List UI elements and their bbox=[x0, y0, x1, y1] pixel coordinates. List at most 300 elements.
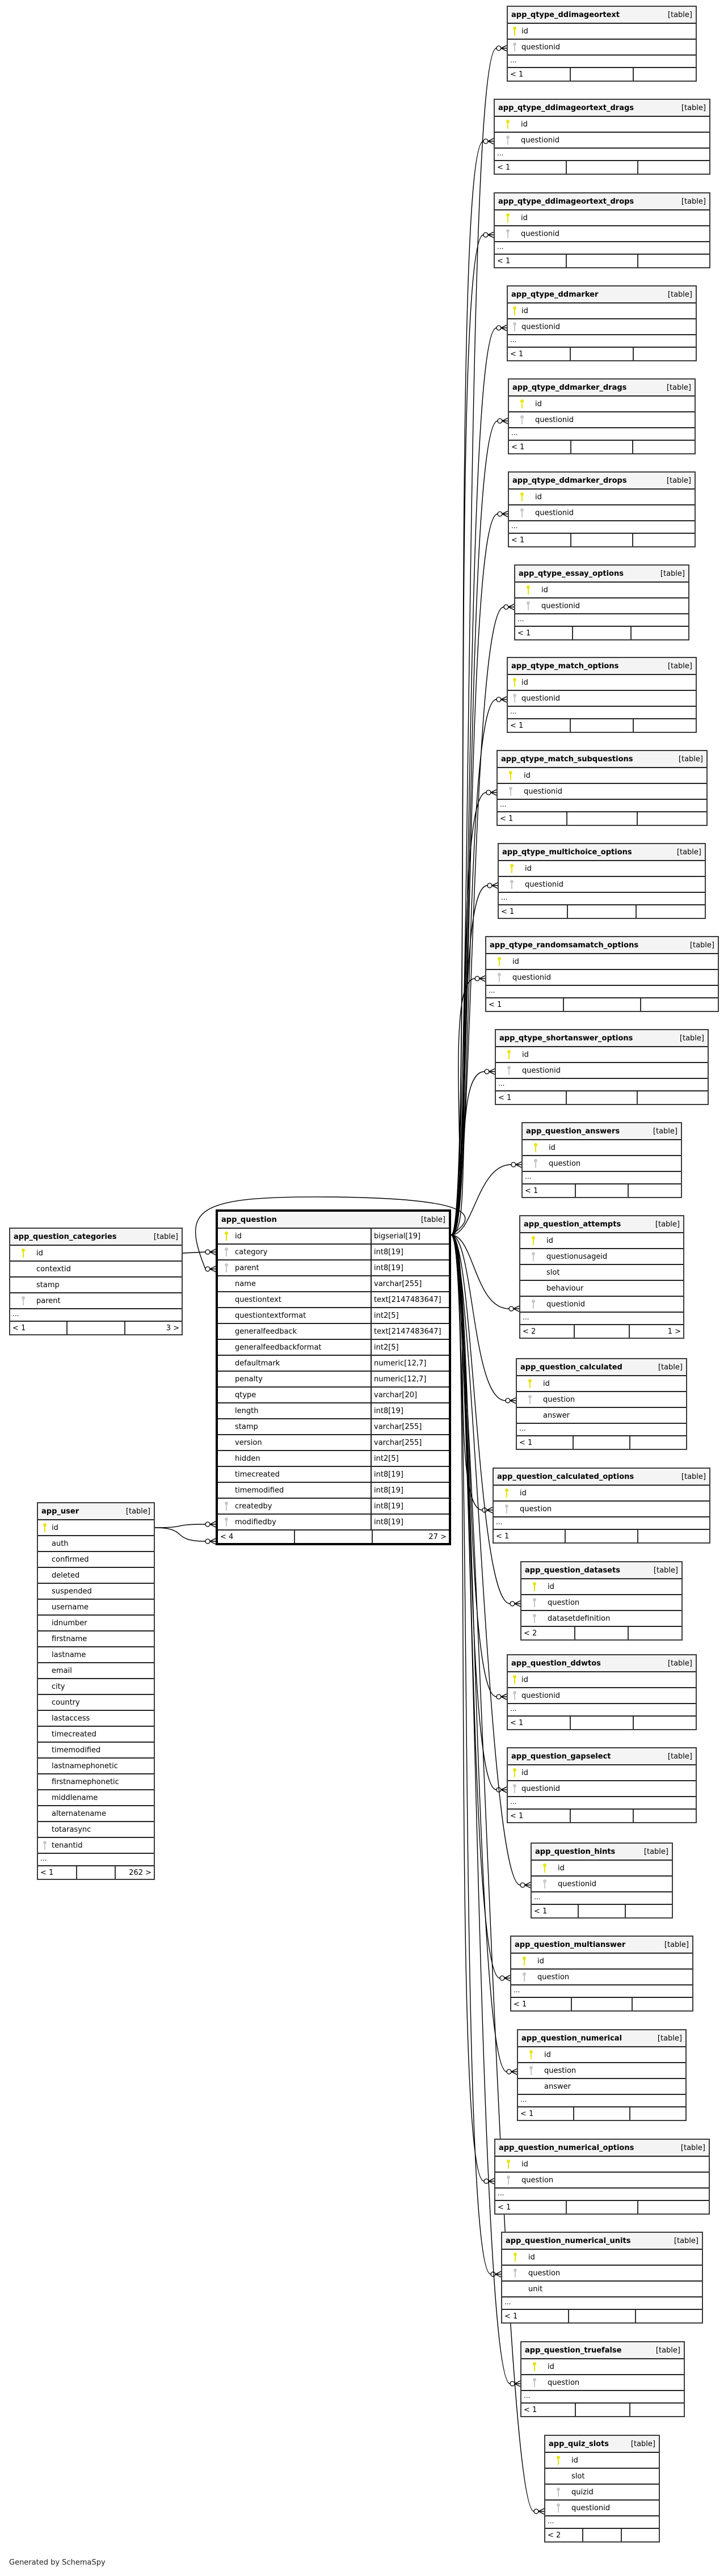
column-row[interactable] bbox=[218, 1229, 449, 1245]
parents-count[interactable]: < 1 bbox=[40, 1868, 54, 1877]
column-row[interactable] bbox=[495, 210, 709, 226]
table-app-qtype-ddimageortext-drags[interactable] bbox=[494, 99, 710, 175]
column-row[interactable] bbox=[508, 40, 696, 56]
table-header[interactable] bbox=[218, 1212, 449, 1229]
parents-count[interactable]: < 1 bbox=[510, 70, 524, 79]
table-app-question-calculated[interactable] bbox=[516, 1358, 687, 1450]
table-header[interactable] bbox=[521, 1562, 681, 1579]
column-row[interactable] bbox=[38, 1663, 154, 1679]
table-app-question-numerical-units[interactable] bbox=[501, 2232, 703, 2324]
parents-count[interactable]: < 1 bbox=[514, 2000, 527, 2009]
table-name[interactable]: app_qtype_ddimageortext_drags bbox=[498, 103, 634, 112]
parents-count[interactable]: < 4 bbox=[220, 1532, 234, 1541]
column-row[interactable] bbox=[10, 1293, 182, 1309]
parents-count[interactable]: < 1 bbox=[534, 1907, 548, 1916]
parents-count[interactable]: < 1 bbox=[511, 442, 525, 452]
column-row[interactable] bbox=[496, 1047, 708, 1063]
more-columns-indicator[interactable]: ... bbox=[508, 707, 696, 719]
children-count[interactable] bbox=[621, 2529, 659, 2541]
table-type-label: [table] bbox=[667, 10, 692, 19]
table-header[interactable] bbox=[521, 2342, 684, 2359]
column-row[interactable] bbox=[218, 1292, 449, 1308]
column-row[interactable] bbox=[218, 1372, 449, 1388]
column-row[interactable] bbox=[218, 1419, 449, 1435]
column-row[interactable] bbox=[518, 2079, 685, 2095]
column-row[interactable] bbox=[218, 1483, 449, 1499]
children-count[interactable] bbox=[636, 905, 705, 918]
column-row[interactable] bbox=[509, 505, 695, 521]
table-app-qtype-ddimageortext-drops[interactable] bbox=[494, 192, 710, 268]
children-count[interactable] bbox=[632, 1998, 692, 2010]
column-row[interactable] bbox=[38, 1552, 154, 1568]
parents-count[interactable]: < 1 bbox=[510, 1718, 524, 1727]
children-count[interactable] bbox=[628, 1627, 681, 1639]
children-count[interactable]: 262 > bbox=[115, 1866, 154, 1879]
more-columns-indicator[interactable]: ... bbox=[496, 1079, 708, 1091]
more-columns-indicator[interactable]: ... bbox=[508, 1797, 696, 1810]
column-name: id bbox=[543, 1379, 550, 1388]
table-name[interactable]: app_qtype_essay_options bbox=[519, 569, 624, 578]
table-name[interactable]: app_question_attempts bbox=[524, 1220, 621, 1229]
column-row[interactable] bbox=[508, 303, 696, 319]
column-row[interactable] bbox=[509, 490, 695, 505]
column-row[interactable] bbox=[495, 2173, 709, 2189]
column-name: id bbox=[52, 1523, 58, 1532]
parents-count[interactable]: < 2 bbox=[523, 1327, 536, 1336]
parents-count[interactable]: < 1 bbox=[510, 1811, 524, 1820]
children-count[interactable] bbox=[635, 2310, 702, 2322]
column-row[interactable] bbox=[518, 2047, 685, 2063]
table-name[interactable]: app_question_numerical_units bbox=[506, 2236, 631, 2245]
table-header[interactable] bbox=[495, 100, 709, 117]
more-columns-indicator[interactable]: ... bbox=[508, 56, 696, 68]
column-row[interactable] bbox=[520, 1281, 683, 1297]
column-name: deleted bbox=[52, 1571, 80, 1580]
children-count[interactable] bbox=[629, 2107, 685, 2120]
more-columns-indicator[interactable]: ... bbox=[511, 1985, 692, 1998]
column-row[interactable] bbox=[38, 1679, 154, 1695]
column-row[interactable] bbox=[521, 2359, 684, 2375]
column-name: version bbox=[235, 1438, 262, 1447]
table-app-question-ddwtos[interactable] bbox=[507, 1654, 697, 1730]
column-row[interactable] bbox=[517, 1408, 686, 1424]
table-app-qtype-ddmarker[interactable] bbox=[507, 285, 697, 361]
children-count[interactable] bbox=[633, 719, 696, 732]
column-row[interactable] bbox=[218, 1276, 449, 1292]
more-columns-indicator[interactable]: ... bbox=[508, 1704, 696, 1717]
column-row[interactable] bbox=[502, 2266, 702, 2282]
children-count[interactable] bbox=[629, 2404, 684, 2416]
more-columns-indicator[interactable]: ... bbox=[515, 614, 688, 627]
children-count[interactable] bbox=[633, 1810, 696, 1822]
column-row[interactable] bbox=[511, 1970, 692, 1985]
column-row[interactable] bbox=[38, 1806, 154, 1822]
table-app-qtype-match-options[interactable] bbox=[507, 657, 697, 733]
relationship-line bbox=[451, 792, 486, 1235]
table-app-question-datasets[interactable] bbox=[520, 1561, 683, 1641]
table-name[interactable]: app_question_truefalse bbox=[525, 2346, 622, 2355]
column-row[interactable] bbox=[38, 1822, 154, 1838]
more-columns-indicator[interactable]: ... bbox=[521, 2391, 684, 2404]
column-row[interactable] bbox=[486, 970, 718, 986]
column-row[interactable] bbox=[218, 1308, 449, 1324]
parents-count[interactable]: < 1 bbox=[498, 2203, 511, 2212]
table-app-question-hints[interactable] bbox=[531, 1843, 673, 1919]
column-row[interactable] bbox=[508, 675, 696, 691]
table-name[interactable]: app_qtype_match_subquestions bbox=[501, 754, 633, 764]
column-row[interactable] bbox=[38, 1790, 154, 1806]
relationship-line bbox=[451, 979, 475, 1235]
parents-count[interactable]: < 2 bbox=[548, 2531, 561, 2540]
parents-count[interactable]: < 1 bbox=[498, 1093, 512, 1102]
table-name[interactable]: app_question_multianswer bbox=[515, 1940, 626, 1949]
table-header[interactable] bbox=[509, 473, 695, 490]
parents-count[interactable]: < 1 bbox=[497, 256, 511, 265]
column-row[interactable] bbox=[38, 1727, 154, 1743]
table-name[interactable]: app_qtype_match_options bbox=[511, 661, 619, 671]
parents-count[interactable]: < 1 bbox=[496, 1532, 510, 1541]
table-name[interactable]: app_qtype_multichoice_options bbox=[502, 848, 632, 857]
table-header[interactable] bbox=[10, 1229, 182, 1246]
table-header[interactable] bbox=[545, 2436, 659, 2453]
column-row[interactable] bbox=[218, 1467, 449, 1483]
column-row[interactable] bbox=[38, 1647, 154, 1663]
table-app-question-answers[interactable] bbox=[521, 1122, 682, 1198]
table-app-user[interactable] bbox=[37, 1502, 155, 1880]
column-name: lastaccess bbox=[52, 1714, 90, 1723]
column-row[interactable] bbox=[38, 1536, 154, 1552]
more-columns-indicator[interactable]: ... bbox=[545, 2516, 659, 2529]
table-name[interactable]: app_user bbox=[41, 1507, 79, 1516]
table-header[interactable] bbox=[523, 1123, 681, 1140]
foreign-key-icon bbox=[509, 508, 535, 518]
table-app-qtype-match-subquestions[interactable] bbox=[496, 750, 708, 826]
table-app-question-categories[interactable] bbox=[9, 1228, 183, 1335]
parents-count[interactable]: < 1 bbox=[510, 721, 524, 730]
children-count[interactable]: 27 > bbox=[372, 1531, 449, 1543]
column-row[interactable] bbox=[545, 2469, 659, 2485]
column-name: questionid bbox=[521, 1784, 561, 1793]
column-row[interactable] bbox=[508, 319, 696, 335]
column-row[interactable] bbox=[38, 1600, 154, 1616]
table-app-qtype-shortanswer-options[interactable] bbox=[495, 1029, 709, 1105]
children-count[interactable]: 3 > bbox=[124, 1322, 182, 1334]
children-count[interactable] bbox=[633, 68, 696, 81]
table-header[interactable] bbox=[508, 7, 696, 24]
table-app-question-truefalse[interactable] bbox=[520, 2341, 685, 2417]
table-header[interactable] bbox=[38, 1503, 154, 1520]
column-row[interactable] bbox=[495, 117, 709, 133]
table-app-qtype-ddmarker-drops[interactable] bbox=[508, 471, 696, 547]
table-header[interactable] bbox=[495, 2140, 709, 2157]
table-name[interactable]: app_question_hints bbox=[535, 1847, 616, 1856]
column-row[interactable] bbox=[218, 1515, 449, 1531]
table-header[interactable] bbox=[520, 1216, 683, 1233]
table-app-question-multianswer[interactable] bbox=[510, 1936, 693, 2012]
column-row[interactable] bbox=[38, 1695, 154, 1711]
table-name[interactable]: app_question_calculated_options bbox=[497, 1472, 634, 1481]
table-app-qtype-multichoice-options[interactable] bbox=[498, 843, 706, 919]
column-row[interactable] bbox=[218, 1260, 449, 1276]
column-row[interactable] bbox=[218, 1499, 449, 1515]
more-columns-indicator[interactable]: ... bbox=[532, 1892, 672, 1905]
column-row[interactable] bbox=[495, 2157, 709, 2173]
table-app-qtype-ddmarker-drags[interactable] bbox=[508, 378, 696, 454]
table-type-label: [table] bbox=[679, 1034, 704, 1043]
parents-count[interactable]: < 1 bbox=[489, 1000, 502, 1009]
table-name[interactable]: app_qtype_ddmarker_drags bbox=[512, 383, 627, 392]
column-row[interactable] bbox=[518, 2063, 685, 2079]
column-row[interactable] bbox=[38, 1743, 154, 1759]
children-count[interactable] bbox=[637, 2201, 709, 2214]
table-header[interactable] bbox=[508, 1748, 696, 1765]
column-row[interactable] bbox=[508, 1688, 696, 1704]
parents-count[interactable]: < 1 bbox=[519, 1438, 533, 1447]
table-name[interactable]: app_question_gapselect bbox=[511, 1752, 611, 1761]
column-row[interactable] bbox=[10, 1262, 182, 1278]
children-count[interactable] bbox=[637, 1530, 709, 1542]
column-row[interactable] bbox=[499, 861, 705, 877]
column-row[interactable] bbox=[38, 1838, 154, 1854]
table-header[interactable] bbox=[496, 1030, 708, 1047]
column-row[interactable] bbox=[495, 226, 709, 242]
more-columns-indicator[interactable]: ... bbox=[502, 2297, 702, 2310]
column-name: questionid bbox=[546, 1300, 586, 1309]
table-app-qtype-randomsamatch-options[interactable] bbox=[485, 936, 719, 1012]
parents-count[interactable]: < 1 bbox=[510, 349, 524, 359]
table-name[interactable]: app_question_datasets bbox=[525, 1566, 620, 1575]
more-columns-indicator[interactable]: ... bbox=[495, 2189, 709, 2201]
column-row[interactable] bbox=[498, 784, 706, 800]
table-app-quiz-slots[interactable] bbox=[544, 2435, 660, 2543]
table-name[interactable]: app_question bbox=[221, 1215, 277, 1224]
column-row[interactable] bbox=[509, 412, 695, 428]
column-row[interactable] bbox=[38, 1759, 154, 1774]
children-count[interactable] bbox=[637, 1091, 708, 1104]
column-row[interactable] bbox=[218, 1451, 449, 1467]
table-header[interactable] bbox=[502, 2233, 702, 2250]
table-name[interactable]: app_quiz_slots bbox=[549, 2439, 609, 2448]
children-count[interactable] bbox=[632, 441, 695, 453]
children-count[interactable] bbox=[637, 812, 706, 825]
column-row[interactable] bbox=[10, 1246, 182, 1262]
table-name[interactable]: app_qtype_shortanswer_options bbox=[499, 1034, 633, 1043]
more-columns-indicator[interactable]: ... bbox=[517, 1424, 686, 1436]
column-row[interactable] bbox=[38, 1568, 154, 1584]
column-row[interactable] bbox=[38, 1631, 154, 1647]
children-count[interactable] bbox=[629, 1436, 686, 1449]
column-row[interactable] bbox=[508, 1781, 696, 1797]
children-count[interactable] bbox=[625, 1905, 672, 1917]
table-type-label: [table] bbox=[674, 2236, 698, 2245]
column-row[interactable] bbox=[532, 1877, 672, 1892]
column-row[interactable] bbox=[515, 583, 688, 598]
foreign-key-icon bbox=[486, 972, 512, 983]
table-header[interactable] bbox=[495, 193, 709, 210]
parents-count[interactable]: < 1 bbox=[517, 629, 531, 638]
table-app-question-numerical-options[interactable] bbox=[494, 2139, 710, 2215]
table-app-qtype-ddimageortext[interactable] bbox=[507, 6, 697, 82]
table-header[interactable] bbox=[508, 286, 696, 303]
more-columns-indicator[interactable]: ... bbox=[495, 242, 709, 255]
column-row[interactable] bbox=[517, 1392, 686, 1408]
parents-count[interactable]: < 1 bbox=[504, 2312, 518, 2321]
column-row[interactable] bbox=[508, 1765, 696, 1781]
table-header[interactable] bbox=[499, 844, 705, 861]
column-type: varchar[255] bbox=[371, 1419, 449, 1434]
table-name[interactable]: app_question_numerical bbox=[521, 2034, 622, 2043]
table-header[interactable] bbox=[517, 1359, 686, 1376]
column-row[interactable] bbox=[508, 1672, 696, 1688]
table-header[interactable] bbox=[518, 2030, 685, 2047]
column-row[interactable] bbox=[515, 598, 688, 614]
more-columns-indicator[interactable]: ... bbox=[518, 2095, 685, 2107]
column-row[interactable] bbox=[494, 1486, 709, 1502]
column-row[interactable] bbox=[502, 2250, 702, 2266]
table-app-qtype-essay-options[interactable] bbox=[514, 564, 689, 640]
table-header[interactable] bbox=[511, 1937, 692, 1954]
table-type-label: [table] bbox=[676, 848, 701, 857]
column-row[interactable] bbox=[38, 1774, 154, 1790]
column-row[interactable] bbox=[545, 2453, 659, 2469]
column-row[interactable] bbox=[218, 1324, 449, 1340]
column-row[interactable] bbox=[508, 24, 696, 40]
table-name[interactable]: app_question_calculated bbox=[520, 1363, 622, 1372]
column-row[interactable] bbox=[545, 2485, 659, 2501]
parents-count[interactable]: < 1 bbox=[525, 1186, 538, 1195]
more-columns-indicator[interactable]: ... bbox=[499, 893, 705, 905]
column-row[interactable] bbox=[218, 1245, 449, 1260]
column-row[interactable] bbox=[511, 1954, 692, 1970]
table-name[interactable]: app_question_categories bbox=[14, 1232, 117, 1241]
table-name[interactable]: app_qtype_randomsamatch_options bbox=[490, 941, 639, 950]
column-row[interactable] bbox=[520, 1297, 683, 1313]
column-row[interactable] bbox=[494, 1502, 709, 1517]
table-header[interactable] bbox=[498, 751, 706, 768]
column-row[interactable] bbox=[218, 1356, 449, 1372]
table-app-question[interactable] bbox=[216, 1209, 451, 1545]
table-name[interactable]: app_question_answers bbox=[526, 1127, 620, 1136]
parents-count[interactable]: < 1 bbox=[524, 2405, 537, 2414]
more-columns-indicator[interactable]: ... bbox=[38, 1854, 154, 1866]
column-row[interactable] bbox=[523, 1156, 681, 1172]
column-row[interactable] bbox=[218, 1388, 449, 1403]
table-app-question-calculated-options[interactable] bbox=[493, 1468, 710, 1544]
table-name[interactable]: app_qtype_ddimageortext_drops bbox=[498, 197, 634, 206]
more-columns-indicator[interactable]: ... bbox=[508, 335, 696, 348]
column-row[interactable] bbox=[38, 1711, 154, 1727]
table-name[interactable]: app_qtype_ddmarker_drops bbox=[512, 476, 627, 485]
children-count[interactable] bbox=[637, 255, 709, 267]
more-columns-indicator[interactable]: ... bbox=[509, 521, 695, 534]
column-row[interactable] bbox=[498, 768, 706, 784]
children-count[interactable] bbox=[640, 998, 718, 1011]
parents-count[interactable]: < 1 bbox=[501, 907, 515, 916]
table-footer bbox=[520, 1325, 683, 1338]
parents-count[interactable]: < 1 bbox=[511, 536, 525, 545]
children-count[interactable] bbox=[637, 161, 709, 174]
table-header[interactable] bbox=[532, 1844, 672, 1861]
parents-count[interactable]: < 1 bbox=[520, 2109, 534, 2118]
table-name[interactable]: app_qtype_ddimageortext bbox=[511, 10, 620, 19]
table-name[interactable]: app_question_numerical_options bbox=[499, 2143, 634, 2152]
column-row[interactable] bbox=[532, 1861, 672, 1877]
column-row[interactable] bbox=[218, 1403, 449, 1419]
column-row[interactable] bbox=[218, 1340, 449, 1356]
table-header[interactable] bbox=[494, 1469, 709, 1486]
more-columns-indicator[interactable]: ... bbox=[523, 1172, 681, 1184]
children-count[interactable] bbox=[628, 1184, 681, 1197]
parents-count[interactable]: < 1 bbox=[497, 163, 511, 172]
more-columns-indicator[interactable]: ... bbox=[509, 428, 695, 441]
rows-count bbox=[573, 2107, 629, 2120]
parents-count[interactable]: < 2 bbox=[524, 1629, 537, 1638]
table-header[interactable] bbox=[515, 566, 688, 583]
table-header[interactable] bbox=[486, 937, 718, 954]
column-row[interactable] bbox=[499, 877, 705, 893]
column-row[interactable] bbox=[218, 1435, 449, 1451]
column-row[interactable] bbox=[10, 1278, 182, 1293]
table-app-question-gapselect[interactable] bbox=[507, 1747, 697, 1823]
more-columns-indicator[interactable]: ... bbox=[486, 986, 718, 998]
column-row[interactable] bbox=[495, 133, 709, 149]
table-header[interactable] bbox=[508, 1655, 696, 1672]
more-columns-indicator[interactable]: ... bbox=[520, 1313, 683, 1325]
table-app-question-attempts[interactable] bbox=[519, 1215, 684, 1339]
children-count[interactable]: 1 > bbox=[629, 1325, 683, 1338]
parents-count[interactable]: < 1 bbox=[12, 1323, 26, 1333]
column-row[interactable] bbox=[523, 1140, 681, 1156]
table-type-label: [table] bbox=[667, 1752, 692, 1761]
table-name[interactable]: app_question_ddwtos bbox=[511, 1659, 601, 1668]
more-columns-indicator[interactable]: ... bbox=[495, 149, 709, 161]
children-count[interactable] bbox=[633, 348, 696, 360]
column-row[interactable] bbox=[521, 2375, 684, 2391]
table-name[interactable]: app_qtype_ddmarker bbox=[511, 290, 599, 299]
column-row[interactable] bbox=[521, 1579, 681, 1595]
column-row[interactable] bbox=[545, 2501, 659, 2516]
column-row[interactable] bbox=[517, 1376, 686, 1392]
column-row[interactable] bbox=[520, 1265, 683, 1281]
table-app-question-numerical[interactable] bbox=[517, 2029, 687, 2121]
column-row[interactable] bbox=[502, 2282, 702, 2297]
column-row[interactable] bbox=[508, 691, 696, 707]
rows-count bbox=[567, 905, 636, 918]
more-columns-indicator[interactable]: ... bbox=[10, 1309, 182, 1322]
column-name: questionid bbox=[521, 229, 560, 238]
children-count[interactable] bbox=[630, 627, 688, 639]
table-header[interactable] bbox=[508, 658, 696, 675]
column-row[interactable] bbox=[38, 1584, 154, 1600]
more-columns-indicator[interactable]: ... bbox=[498, 800, 706, 812]
children-count[interactable] bbox=[633, 1717, 696, 1729]
column-row[interactable] bbox=[38, 1616, 154, 1631]
table-header[interactable] bbox=[509, 380, 695, 397]
column-name: id bbox=[521, 306, 528, 315]
column-row[interactable] bbox=[520, 1233, 683, 1249]
table-type-label: [table] bbox=[667, 661, 692, 671]
column-row[interactable] bbox=[521, 1595, 681, 1611]
more-columns-indicator[interactable]: ... bbox=[494, 1517, 709, 1530]
column-row[interactable] bbox=[38, 1520, 154, 1536]
column-row[interactable] bbox=[486, 954, 718, 970]
column-row[interactable] bbox=[496, 1063, 708, 1079]
children-count[interactable] bbox=[632, 534, 695, 546]
column-row[interactable] bbox=[520, 1249, 683, 1265]
column-row[interactable] bbox=[509, 397, 695, 412]
parents-count[interactable]: < 1 bbox=[500, 814, 514, 823]
column-row[interactable] bbox=[521, 1611, 681, 1627]
